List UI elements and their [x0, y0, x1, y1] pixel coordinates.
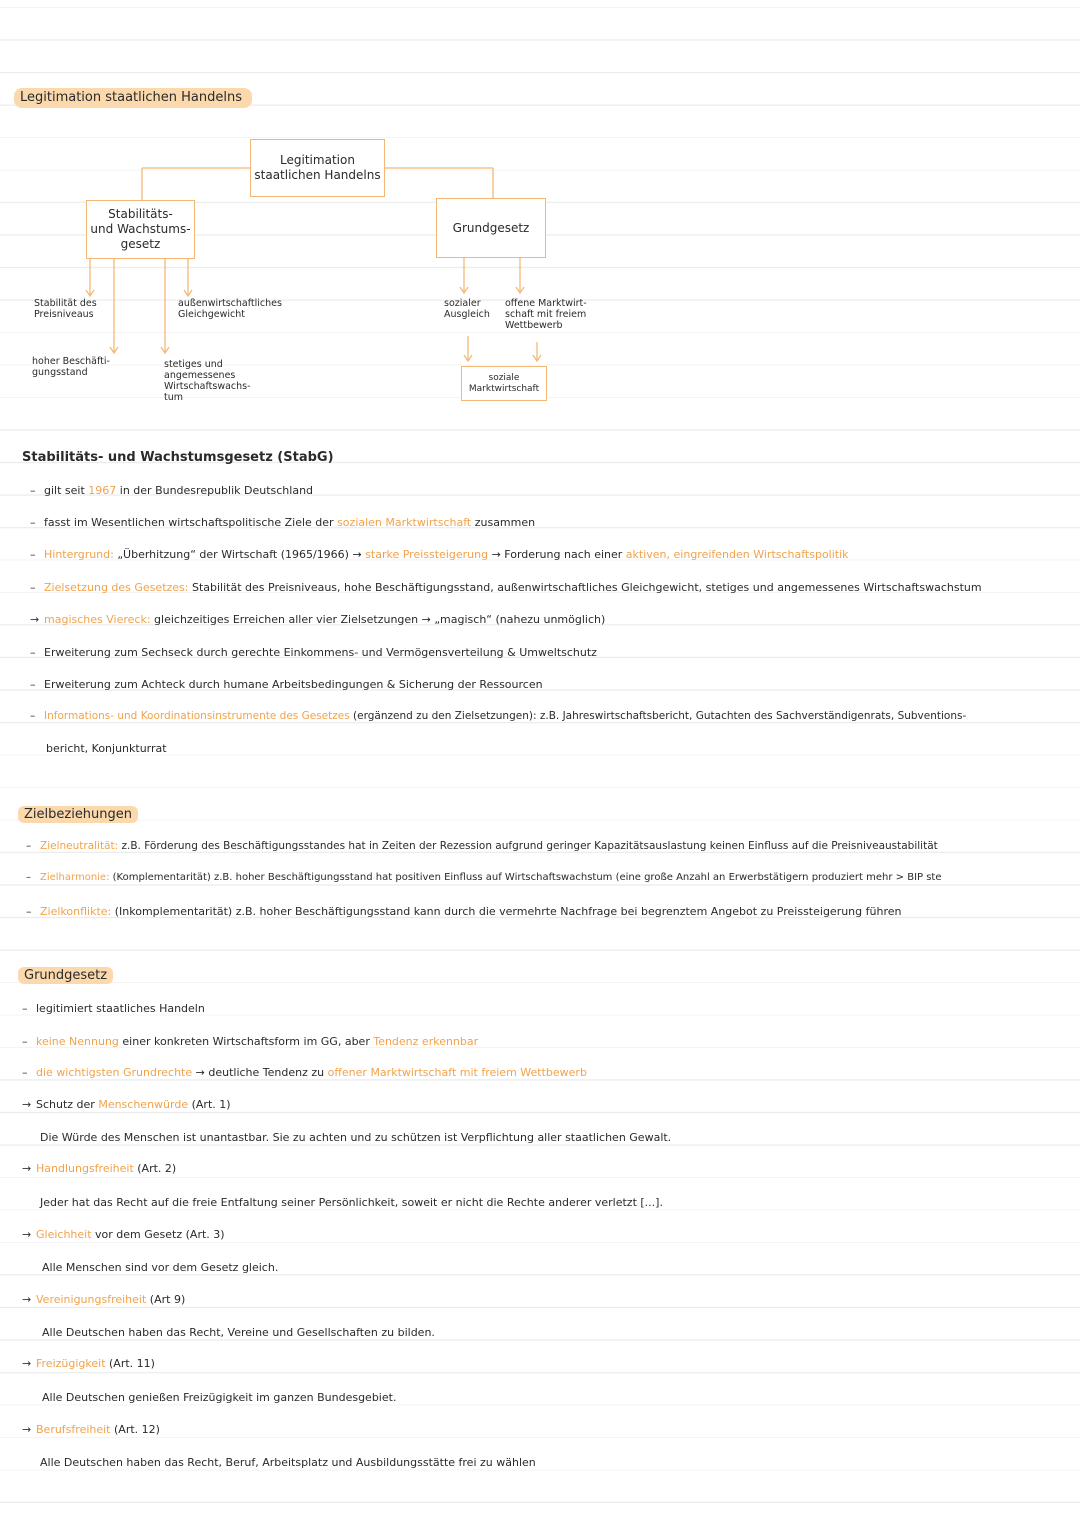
page-title: Legitimation staatlichen Handelns	[14, 88, 252, 108]
gg-right-2: → Handlungsfreiheit (Art. 2)	[22, 1162, 177, 1175]
stabg-bullet-8-cont: bericht, Konjunkturrat	[46, 742, 167, 755]
diagram-root-node: Legitimation staatlichen Handelns	[250, 139, 385, 197]
diagram-grundgesetz-node: Grundgesetz	[436, 198, 546, 258]
gg-quote-3: Alle Menschen sind vor dem Gesetz gleich.	[42, 1261, 279, 1274]
stabg-bullet-1: – gilt seit 1967 in der Bundesrepublik Deutschland	[30, 484, 314, 497]
gg-quote-4: Alle Deutschen haben das Recht, Vereine und Gesellschaften zu bilden.	[42, 1326, 435, 1339]
gg-quote-5: Alle Deutschen genießen Freizügigkeit im ganzen Bundesgebiet.	[42, 1391, 397, 1404]
ziel-harmonie: – Zielharmonie: (Komplementarität) z.B. hoher Beschäftigungsstand hat positiven Einfluss auf Wirtschaftswachstum (eine große Anzahl an Erwerbstätigern produziert mehr > BIP ste	[26, 872, 942, 883]
leaf-sozialer-ausgleich: sozialer Ausgleich	[444, 298, 490, 320]
diagram-stabg-node: Stabilitäts- und Wachstums- gesetz	[86, 200, 195, 259]
stabg-bullet-7: – Erweiterung zum Achteck durch humane Arbeitsbedingungen & Sicherung der Ressourcen	[30, 678, 543, 691]
ziel-neutral: – Zielneutralität: z.B. Förderung des Beschäftigungsstandes hat in Zeiten der Rezession aufgrund geringer Kapazitätsauslastung keinen Einfluss auf die Preisniveaustabilität	[26, 840, 938, 852]
gg-right-1: → Schutz der Menschenwürde (Art. 1)	[22, 1098, 231, 1111]
diagram-soziale-marktwirtschaft-node: soziale Marktwirtschaft	[461, 366, 547, 401]
gg-heading: Grundgesetz	[18, 967, 113, 984]
ziel-konflikte: – Zielkonflikte: (Inkomplementarität) z.B. hoher Beschäftigungsstand kann durch die vermehrte Nachfrage bei begrenztem Angebot zu Preissteigerung führen	[26, 905, 902, 918]
gg-quote-2: Jeder hat das Recht auf die freie Entfaltung seiner Persönlichkeit, soweit er nicht die Rechte anderer verletzt [...].	[40, 1196, 663, 1209]
gg-right-5: → Freizügigkeit (Art. 11)	[22, 1357, 155, 1370]
stabg-heading: Stabilitäts- und Wachstumsgesetz (StabG)	[22, 450, 334, 465]
gg-right-4: → Vereinigungsfreiheit (Art 9)	[22, 1293, 186, 1306]
gg-quote-6: Alle Deutschen haben das Recht, Beruf, Arbeitsplatz und Ausbildungsstätte frei zu wählen	[40, 1456, 536, 1469]
leaf-wachstum: stetiges und angemessenes Wirtschaftswachs- tum	[164, 359, 251, 403]
gg-right-6: → Berufsfreiheit (Art. 12)	[22, 1423, 160, 1436]
leaf-aussenwirtschaft: außenwirtschaftliches Gleichgewicht	[178, 298, 282, 320]
stabg-bullet-5: → magisches Viereck: gleichzeitiges Erreichen aller vier Zielsetzungen → „magisch“ (nahezu unmöglich)	[30, 613, 606, 626]
stabg-bullet-6: – Erweiterung zum Sechseck durch gerechte Einkommens- und Vermögensverteilung & Umweltschutz	[30, 646, 597, 659]
stabg-bullet-2: – fasst im Wesentlichen wirtschaftspolitische Ziele der sozialen Marktwirtschaft zusammen	[30, 516, 536, 529]
leaf-preisniveau: Stabilität des Preisniveaus	[34, 298, 97, 320]
stabg-bullet-8: – Informations- und Koordinationsinstrumente des Gesetzes (ergänzend zu den Zielsetzungen): z.B. Jahreswirtschaftsbericht, Gutachten des Sachverständigenrats, Subventions-	[30, 710, 967, 722]
gg-line-1: – legitimiert staatliches Handeln	[22, 1002, 205, 1015]
leaf-beschaeftigung: hoher Beschäfti- gungsstand	[32, 356, 110, 378]
gg-line-3: – die wichtigsten Grundrechte → deutliche Tendenz zu offener Marktwirtschaft mit freiem Wettbewerb	[22, 1066, 587, 1079]
leaf-offene-marktwirtschaft: offene Marktwirt- schaft mit freiem Wettbewerb	[505, 298, 587, 331]
stabg-bullet-4: – Zielsetzung des Gesetzes: Stabilität des Preisniveaus, hohe Beschäftigungsstand, außenwirtschaftliches Gleichgewicht, stetiges und angemessenes Wirtschaftswachstum	[30, 581, 982, 594]
ziel-heading: Zielbeziehungen	[18, 806, 138, 823]
gg-line-2: – keine Nennung einer konkreten Wirtschaftsform im GG, aber Tendenz erkennbar	[22, 1035, 479, 1048]
gg-right-3: → Gleichheit vor dem Gesetz (Art. 3)	[22, 1228, 225, 1241]
gg-quote-1: Die Würde des Menschen ist unantastbar. Sie zu achten und zu schützen ist Verpflichtung aller staatlichen Gewalt.	[40, 1131, 672, 1144]
stabg-bullet-3: – Hintergrund: „Überhitzung“ der Wirtschaft (1965/1966) → starke Preissteigerung → Forderung nach einer aktiven, eingreifenden Wirtschaftspolitik	[30, 548, 849, 561]
